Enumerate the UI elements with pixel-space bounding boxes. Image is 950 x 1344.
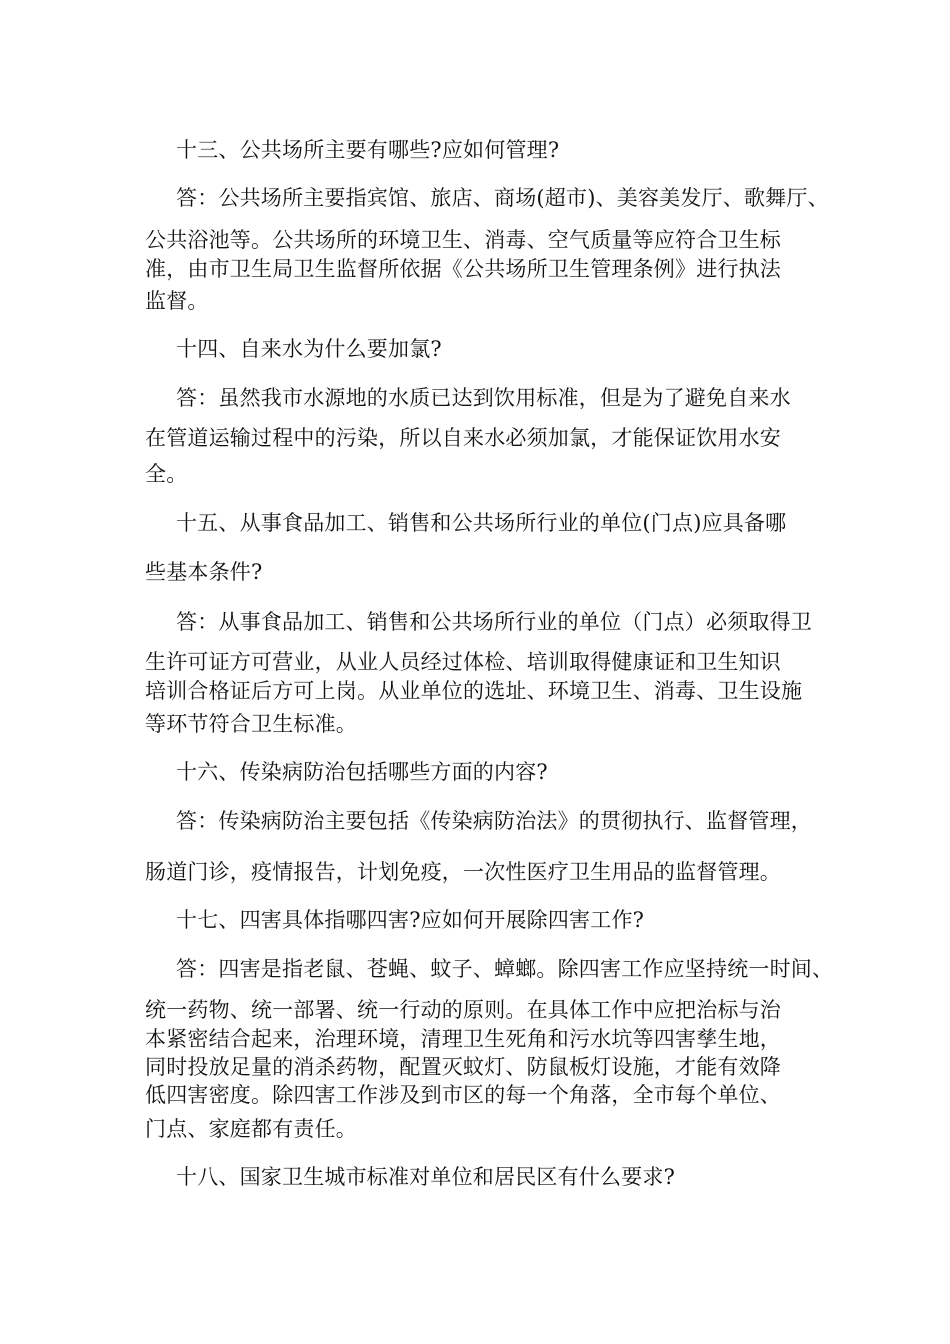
answer-15-line-3: 培训合格证后方可上岗。从业单位的选址、环境卫生、消毒、卫生设施: [145, 679, 803, 703]
answer-16-line-2: 肠道门诊，疫情报告，计划免疫，一次性医疗卫生用品的监督管理。: [145, 860, 781, 884]
answer-13-line-1: 答：公共场所主要指宾馆、旅店、商场(超市)、美容美发厅、歌舞厅、: [176, 186, 829, 210]
answer-17-line-2: 统一药物、统一部署、统一行动的原则。在具体工作中应把治标与治: [145, 998, 781, 1022]
answer-15-line-4: 等环节符合卫生标准。: [145, 712, 357, 736]
question-13: 十三、公共场所主要有哪些?应如何管理?: [176, 138, 560, 162]
answer-15-line-2: 生许可证方可营业，从业人员经过体检、培训取得健康证和卫生知识: [145, 650, 781, 674]
answer-17-line-5: 低四害密度。除四害工作涉及到市区的每一个角落，全市每个单位、: [145, 1083, 781, 1107]
answer-14-line-2: 在管道运输过程中的污染，所以自来水必须加氯，才能保证饮用水安: [145, 426, 781, 450]
answer-13-line-3: 准，由市卫生局卫生监督所依据《公共场所卫生管理条例》进行执法: [145, 257, 781, 281]
question-18: 十八、国家卫生城市标准对单位和居民区有什么要求?: [176, 1165, 676, 1189]
answer-14-line-1: 答：虽然我市水源地的水质已达到饮用标准，但是为了避免自来水: [176, 386, 791, 410]
question-16: 十六、传染病防治包括哪些方面的内容?: [176, 760, 548, 784]
answer-13-line-4: 监督。: [145, 289, 209, 313]
question-15-line-2: 些基本条件?: [145, 560, 263, 584]
answer-15-line-1: 答：从事食品加工、销售和公共场所行业的单位（门点）必须取得卫: [176, 610, 812, 634]
answer-17-line-6: 门点、家庭都有责任。: [145, 1117, 357, 1141]
answer-17-line-4: 同时投放足量的消杀药物，配置灭蚊灯、防鼠板灯设施，才能有效降: [145, 1055, 781, 1079]
answer-14-line-3: 全。: [145, 462, 188, 486]
answer-17-line-3: 本紧密结合起来，治理环境，清理卫生死角和污水坑等四害孳生地，: [145, 1027, 781, 1051]
question-15-line-1: 十五、从事食品加工、销售和公共场所行业的单位(门点)应具备哪: [176, 511, 787, 535]
answer-16-line-1: 答：传染病防治主要包括《传染病防治法》的贯彻执行、监督管理，: [176, 809, 812, 833]
answer-17-line-1: 答：四害是指老鼠、苍蝇、蚊子、蟑螂。除四害工作应坚持统一时间、: [176, 957, 834, 981]
question-17: 十七、四害具体指哪四害?应如何开展除四害工作?: [176, 908, 645, 932]
answer-13-line-2: 公共浴池等。公共场所的环境卫生、消毒、空气质量等应符合卫生标: [145, 228, 781, 252]
question-14: 十四、自来水为什么要加氯?: [176, 337, 442, 361]
